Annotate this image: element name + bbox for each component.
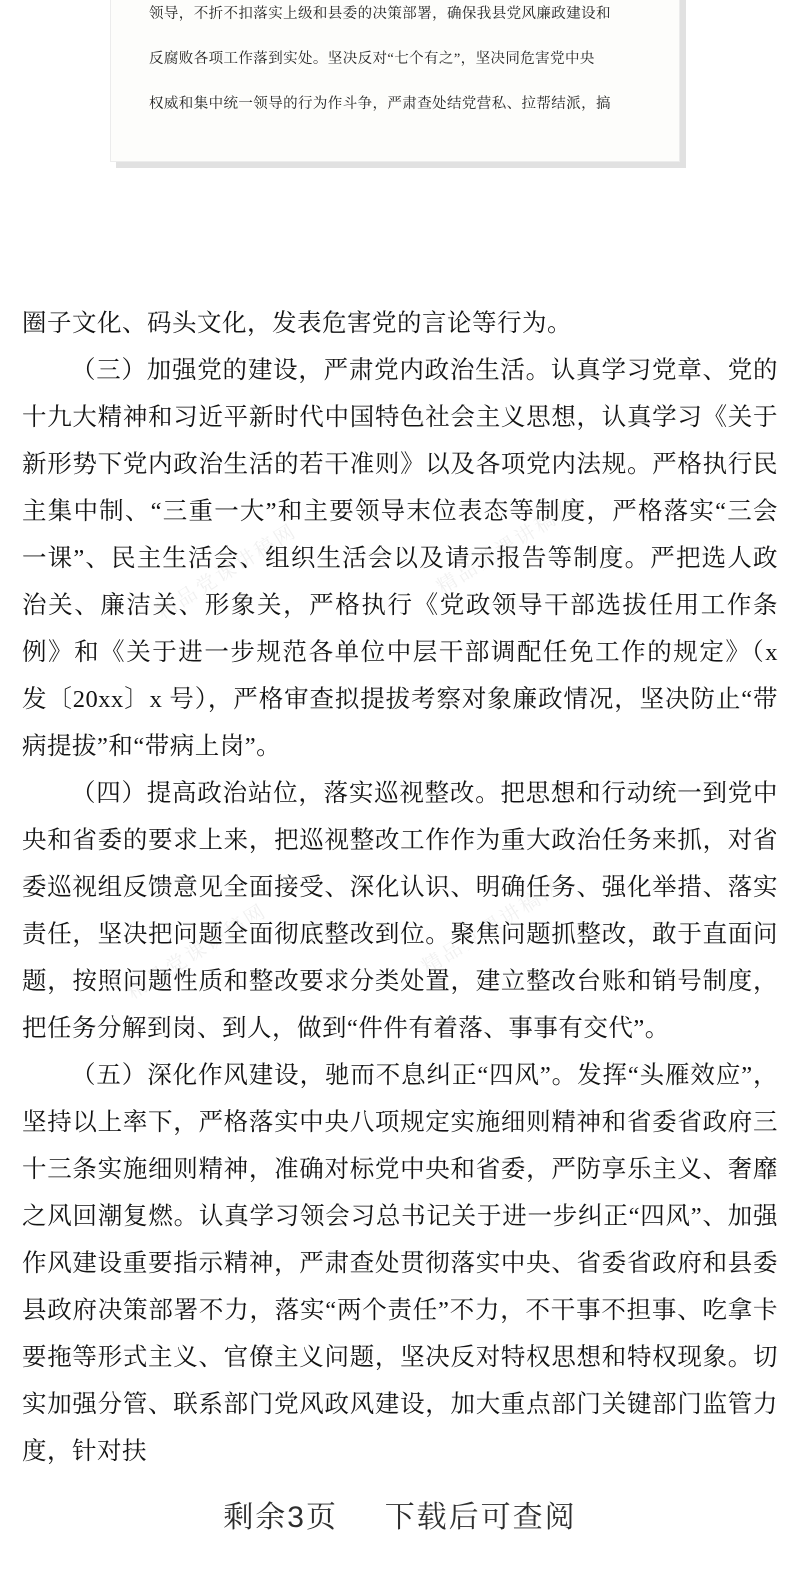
previous-page-card: [110, 0, 680, 168]
paragraph-continuation: 圈子文化、码头文化，发表危害党的言论等行为。: [22, 310, 572, 337]
card-line-1: 领导，不折不扣落实上级和县委的决策部署，确保我县党风廉政建设和: [149, 6, 611, 22]
page-card-text: [111, 0, 679, 120]
paragraph-section-five: （五）深化作风建设，驰而不息纠正“四风”。发挥“头雁效应”，坚持以上率下，严格落实中央八项规定实施细则精神和省委省政府三十三条实施细则精神，准确对标党中央和省委，严防享乐主义、奢靡之风回潮复燃。认真学习领会习总书记关于进一步纠正“四风”、加强作风建设重要指示精神，严肃查处贯彻落实中央、省委省政府和县委县政府决策部署不力，落实“两个责任”不力，不干事不担事、吃拿卡要拖等形式主义、官僚主义问题，坚决反对特权思想和特权现象。切实加强分管、联系部门党风政风建设，加大重点部门关键部门监管力度，针对扶: [22, 1062, 778, 1465]
remaining-pages-label: 剩余3页: [223, 1501, 338, 1534]
paragraph-section-three: （三）加强党的建设，严肃党内政治生活。认真学习党章、党的十九大精神和习近平新时代中国特色社会主义思想，认真学习《关于新形势下党内政治生活的若干准则》以及各项党内法规。严格执行民主集中制、“三重一大”和主要领导末位表态等制度，严格落实“三会一课”、民主生活会、组织生活会以及请示报告等制度。严把选人政治关、廉洁关、形象关，严格执行《党政领导干部选拔任用工作条例》和《关于进一步规范各单位中层干部调配任免工作的规定》（x 发〔20xx〕x 号），严格审查拟提拔考察对象廉政情况，坚决防止“带病提拔”和“带病上岗”。: [22, 357, 778, 760]
watermark: 精品党课讲稿网: [123, 899, 272, 1004]
footer-download-prompt[interactable]: [0, 1492, 800, 1536]
page-card: [110, 0, 680, 162]
watermark: 精品党课讲稿网: [433, 494, 582, 599]
watermark: 精品党课讲稿网: [153, 519, 302, 624]
card-line-2: 反腐败各项工作落到实处。坚决反对“七个有之”，坚决同危害党中央: [149, 51, 595, 67]
watermark: 精品党课讲稿网: [418, 874, 567, 979]
paragraph-section-four: （四）提高政治站位，落实巡视整改。把思想和行动统一到党中央和省委的要求上来，把巡视整改工作作为重大政治任务来抓，对省委巡视组反馈意见全面接受、深化认识、明确任务、强化举措、落实责任，坚决把问题全面彻底整改到位。聚焦问题抓整改，敢于直面问题，按照问题性质和整改要求分类处置，建立整改台账和销号制度，把任务分解到岗、到人，做到“件件有着落、事事有交代”。: [22, 780, 778, 1042]
card-line-3: 权威和集中统一领导的行为作斗争，严肃查处结党营私、拉帮结派，搞: [149, 96, 611, 112]
document-body: [0, 300, 800, 1475]
download-hint-label[interactable]: 下载后可查阅: [384, 1501, 577, 1534]
